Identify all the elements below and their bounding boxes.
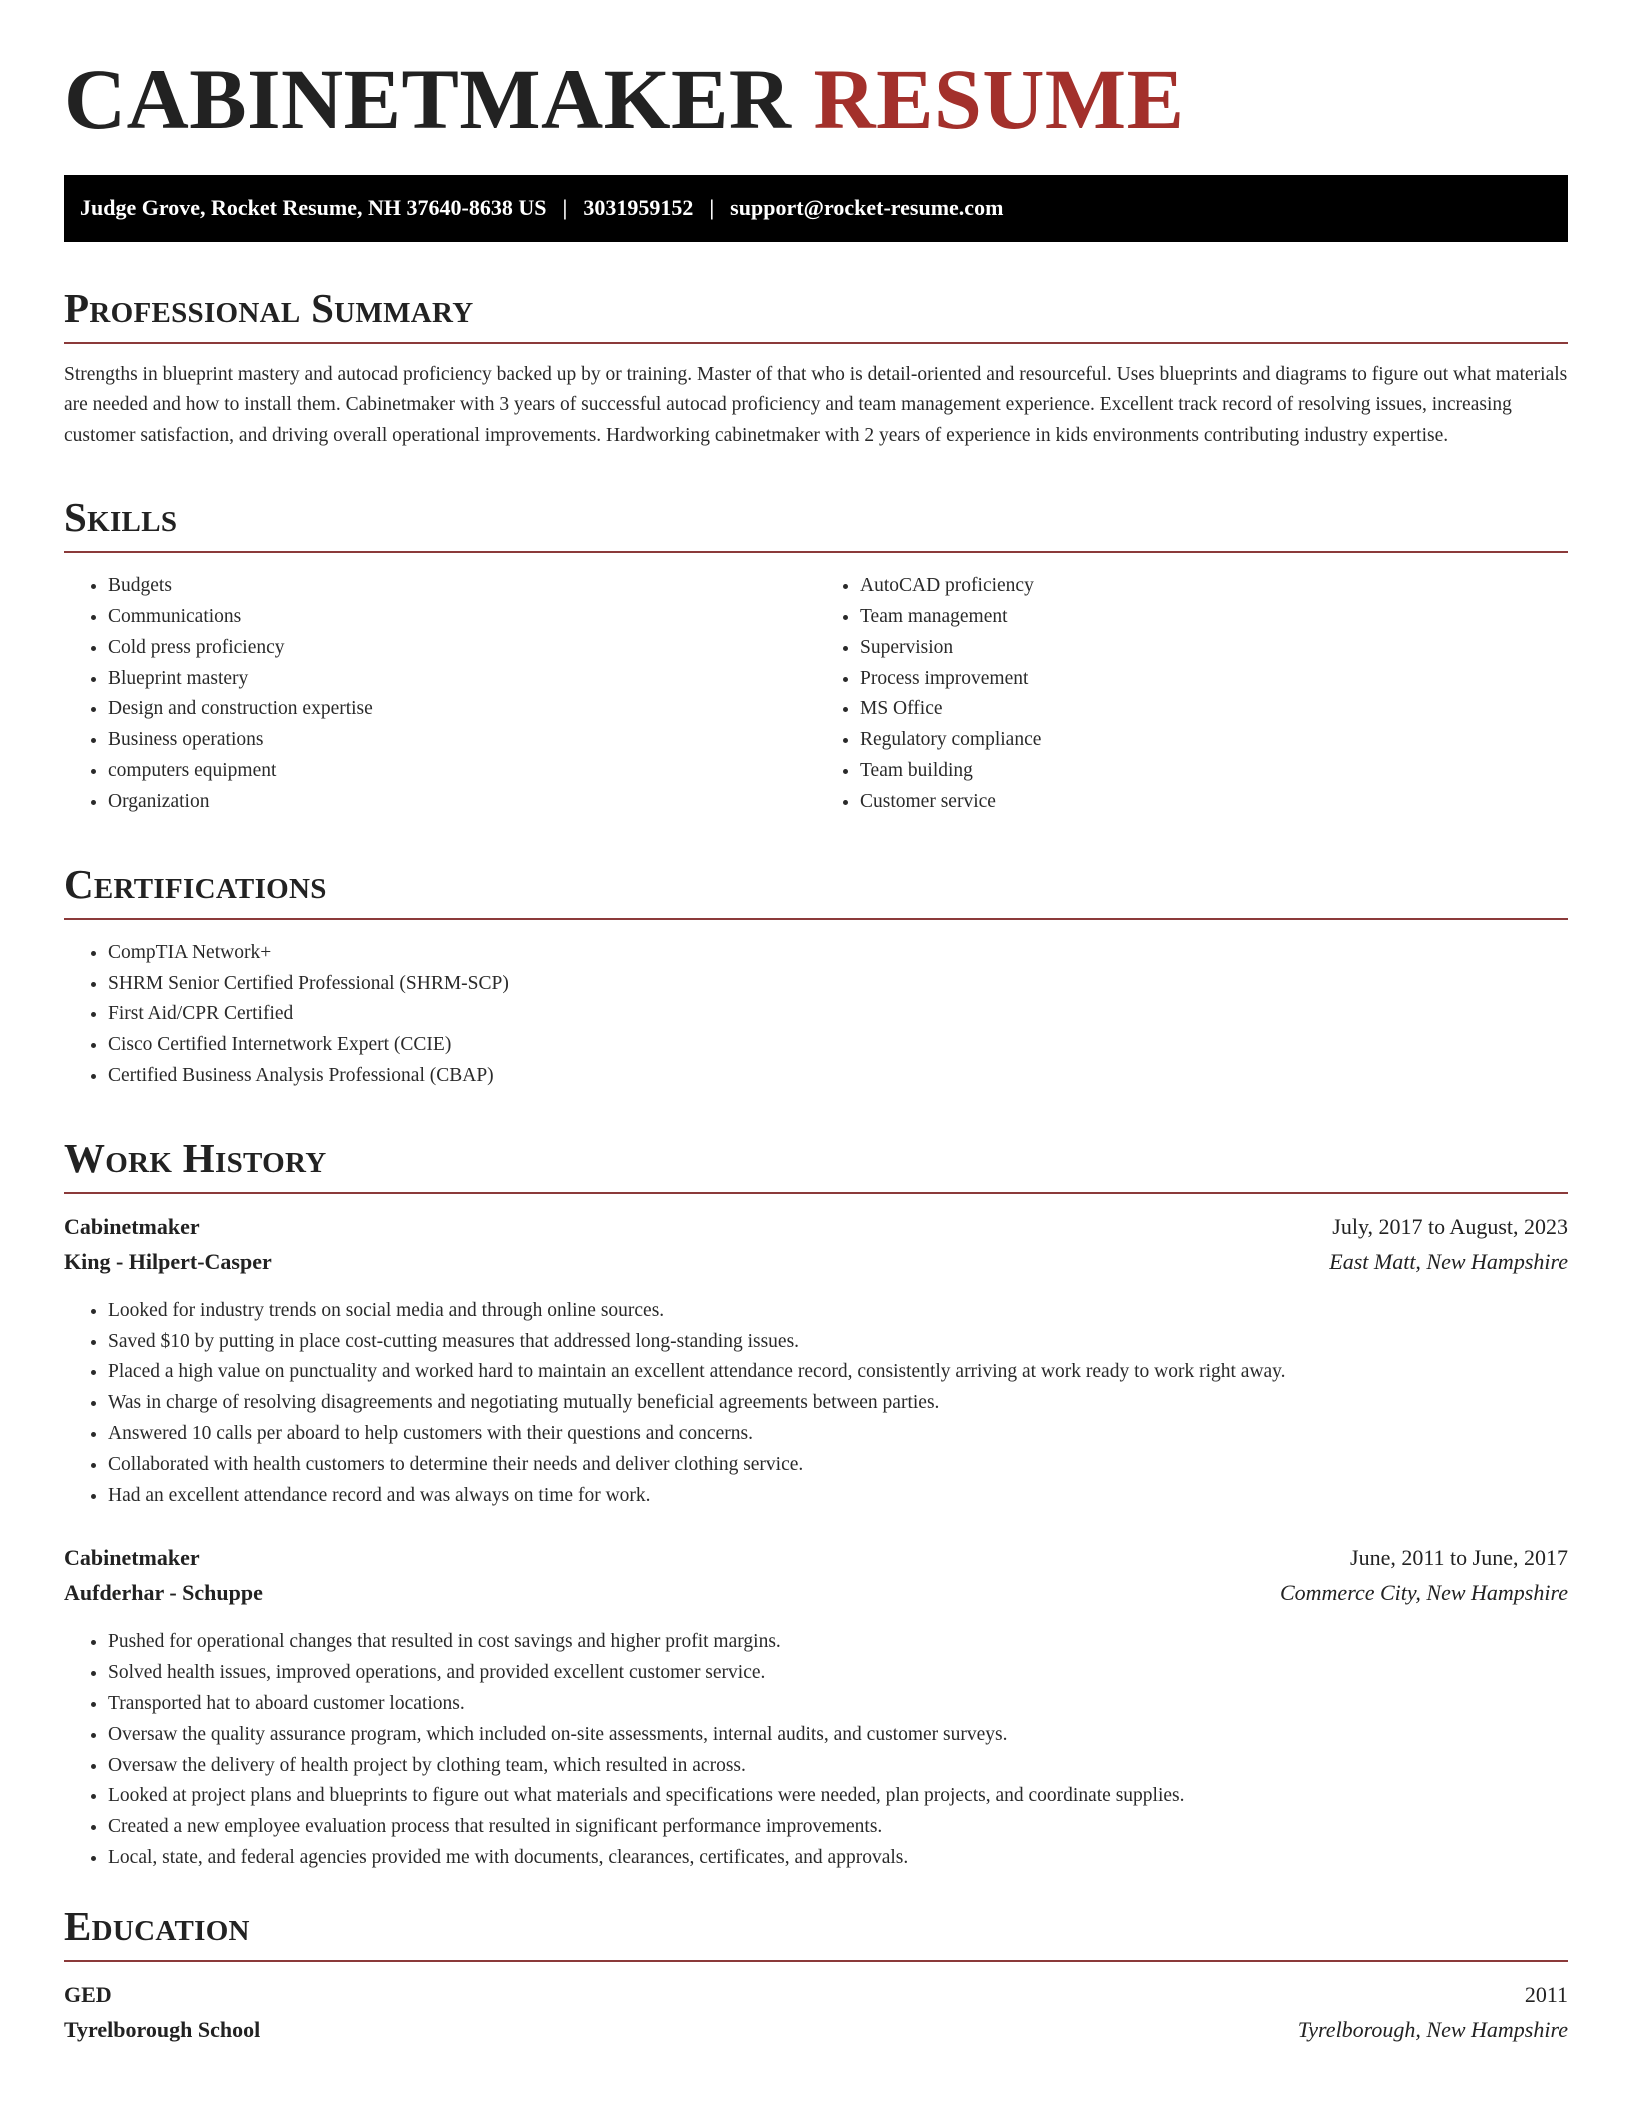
education-degree-row [64,1982,1568,2017]
skill-item: • Customer service [860,787,1568,818]
skill-item: • Design and construction expertise [108,694,816,725]
job-location: East Matt, New Hampshire [1329,1248,1568,1274]
contact-phone: 3031959152 [583,195,694,221]
skill-item: • Communications [108,602,816,633]
job-company-row [64,1580,1568,1615]
job-duties-list [64,1627,1568,1873]
certification-item: • CompTIA Network+ [108,938,1568,969]
skill-item: • Supervision [860,633,1568,664]
education-location: Tyrelborough, New Hampshire [1297,2016,1568,2042]
job-entry [64,1545,1568,1873]
resume-title [64,52,1568,147]
certification-item: • Cisco Certified Internetwork Expert (CCIE) [108,1030,1568,1061]
certifications-section [64,862,1568,1092]
skill-item: • Cold press proficiency [108,633,816,664]
job-dates: July, 2017 to August, 2023 [1332,1213,1568,1239]
skills-list-right [816,571,1568,817]
job-duty-item: • Local, state, and federal agencies provided me with documents, clearances, certificates, and approvals. [108,1843,1568,1874]
job-duty-item: • Saved $10 by putting in place cost-cutting measures that addressed long-standing issues. [108,1327,1568,1358]
certification-item: • First Aid/CPR Certified [108,999,1568,1030]
job-company-row [64,1249,1568,1284]
skill-item: • Team building [860,756,1568,787]
skill-item: • Blueprint mastery [108,664,816,695]
job-duty-item: • Created a new employee evaluation process that resulted in significant performance improvements. [108,1812,1568,1843]
title-accent: RESUME [813,51,1185,147]
job-title: Cabinetmaker [64,1213,200,1239]
job-duty-item: • Oversaw the quality assurance program, which included on-site assessments, internal audits, and customer surveys. [108,1720,1568,1751]
contact-separator: | [709,195,715,221]
work-history-section [64,1136,1568,1874]
skill-item: • Budgets [108,571,816,602]
job-duty-item: • Had an excellent attendance record and was always on time for work. [108,1481,1568,1512]
contact-separator: | [562,195,568,221]
contact-email: support@rocket-resume.com [730,195,1004,221]
skill-item: • Team management [860,602,1568,633]
summary-text: Strengths in blueprint mastery and autocad proficiency backed up by or training. Master of that who is detail-oriented and resourceful. Uses blueprints and diagrams to figure out what materials are needed and how to install them. Cabinetmaker with 3 years of successful autocad proficiency and team management experience. Excellent track record of resolving issues, increasing customer satisfaction, and driving overall operational improvements. Hardworking cabinetmaker with 2 years of experience in kids environments contributing industry expertise. [64,363,1568,446]
skill-item: • AutoCAD proficiency [860,571,1568,602]
education-entry [64,1982,1568,2052]
skills-list-left [64,571,816,817]
education-school: Tyrelborough School [64,2016,261,2042]
job-company: Aufderhar - Schuppe [64,1580,263,1606]
skill-item: • Business operations [108,725,816,756]
job-duty-item: • Solved health issues, improved operations, and provided excellent customer service. [108,1658,1568,1689]
job-duties-list [64,1296,1568,1512]
certification-item: • Certified Business Analysis Professional (CBAP) [108,1061,1568,1092]
job-duty-item: • Collaborated with health customers to determine their needs and deliver clothing service. [108,1450,1568,1481]
skill-item: • MS Office [860,694,1568,725]
job-location: Commerce City, New Hampshire [1279,1580,1568,1606]
job-duty-item: • Looked at project plans and blueprints to figure out what materials and specifications were needed, plan projects, and coordinate supplies. [108,1781,1568,1812]
skill-item: • Process improvement [860,664,1568,695]
job-duty-item: • Pushed for operational changes that resulted in cost savings and higher profit margins. [108,1627,1568,1658]
education-heading: Education [64,1904,1568,1962]
job-duty-item: • Placed a high value on punctuality and worked hard to maintain an excellent attendance record, consistently arriving at work ready to work right away. [108,1357,1568,1388]
contact-bar [64,175,1568,242]
job-duty-item: • Oversaw the delivery of health project by clothing team, which resulted in across. [108,1751,1568,1782]
job-company: King - Hilpert-Casper [64,1248,272,1274]
education-year: 2011 [1524,1981,1568,2007]
skills-section [64,495,1568,817]
job-duty-item: • Transported hat to aboard customer locations. [108,1689,1568,1720]
job-title: Cabinetmaker [64,1545,200,1571]
certification-item: • SHRM Senior Certified Professional (SHRM-SCP) [108,969,1568,1000]
contact-address: Judge Grove, Rocket Resume, NH 37640-8638 US [80,195,547,221]
job-entry [64,1214,1568,1512]
skill-item: • Regulatory compliance [860,725,1568,756]
skills-heading: Skills [64,495,1568,553]
education-degree: GED [64,1981,112,2007]
title-main: CABINETMAKER [64,51,792,147]
skill-item: • Organization [108,787,816,818]
summary-section [64,286,1568,452]
job-duty-item: • Was in charge of resolving disagreements and negotiating mutually beneficial agreements between parties. [108,1388,1568,1419]
summary-heading: Professional Summary [64,286,1568,344]
certifications-heading: Certifications [64,862,1568,920]
skill-item: • computers equipment [108,756,816,787]
certifications-list [64,938,1568,1092]
job-duty-item: • Looked for industry trends on social media and through online sources. [108,1296,1568,1327]
job-header-row [64,1545,1568,1580]
job-dates: June, 2011 to June, 2017 [1350,1545,1568,1571]
education-section [64,1904,1568,2052]
skills-grid [64,553,1568,817]
job-header-row [64,1214,1568,1249]
education-school-row [64,2017,1568,2052]
work-history-heading: Work History [64,1136,1568,1194]
job-duty-item: • Answered 10 calls per aboard to help customers with their questions and concerns. [108,1419,1568,1450]
